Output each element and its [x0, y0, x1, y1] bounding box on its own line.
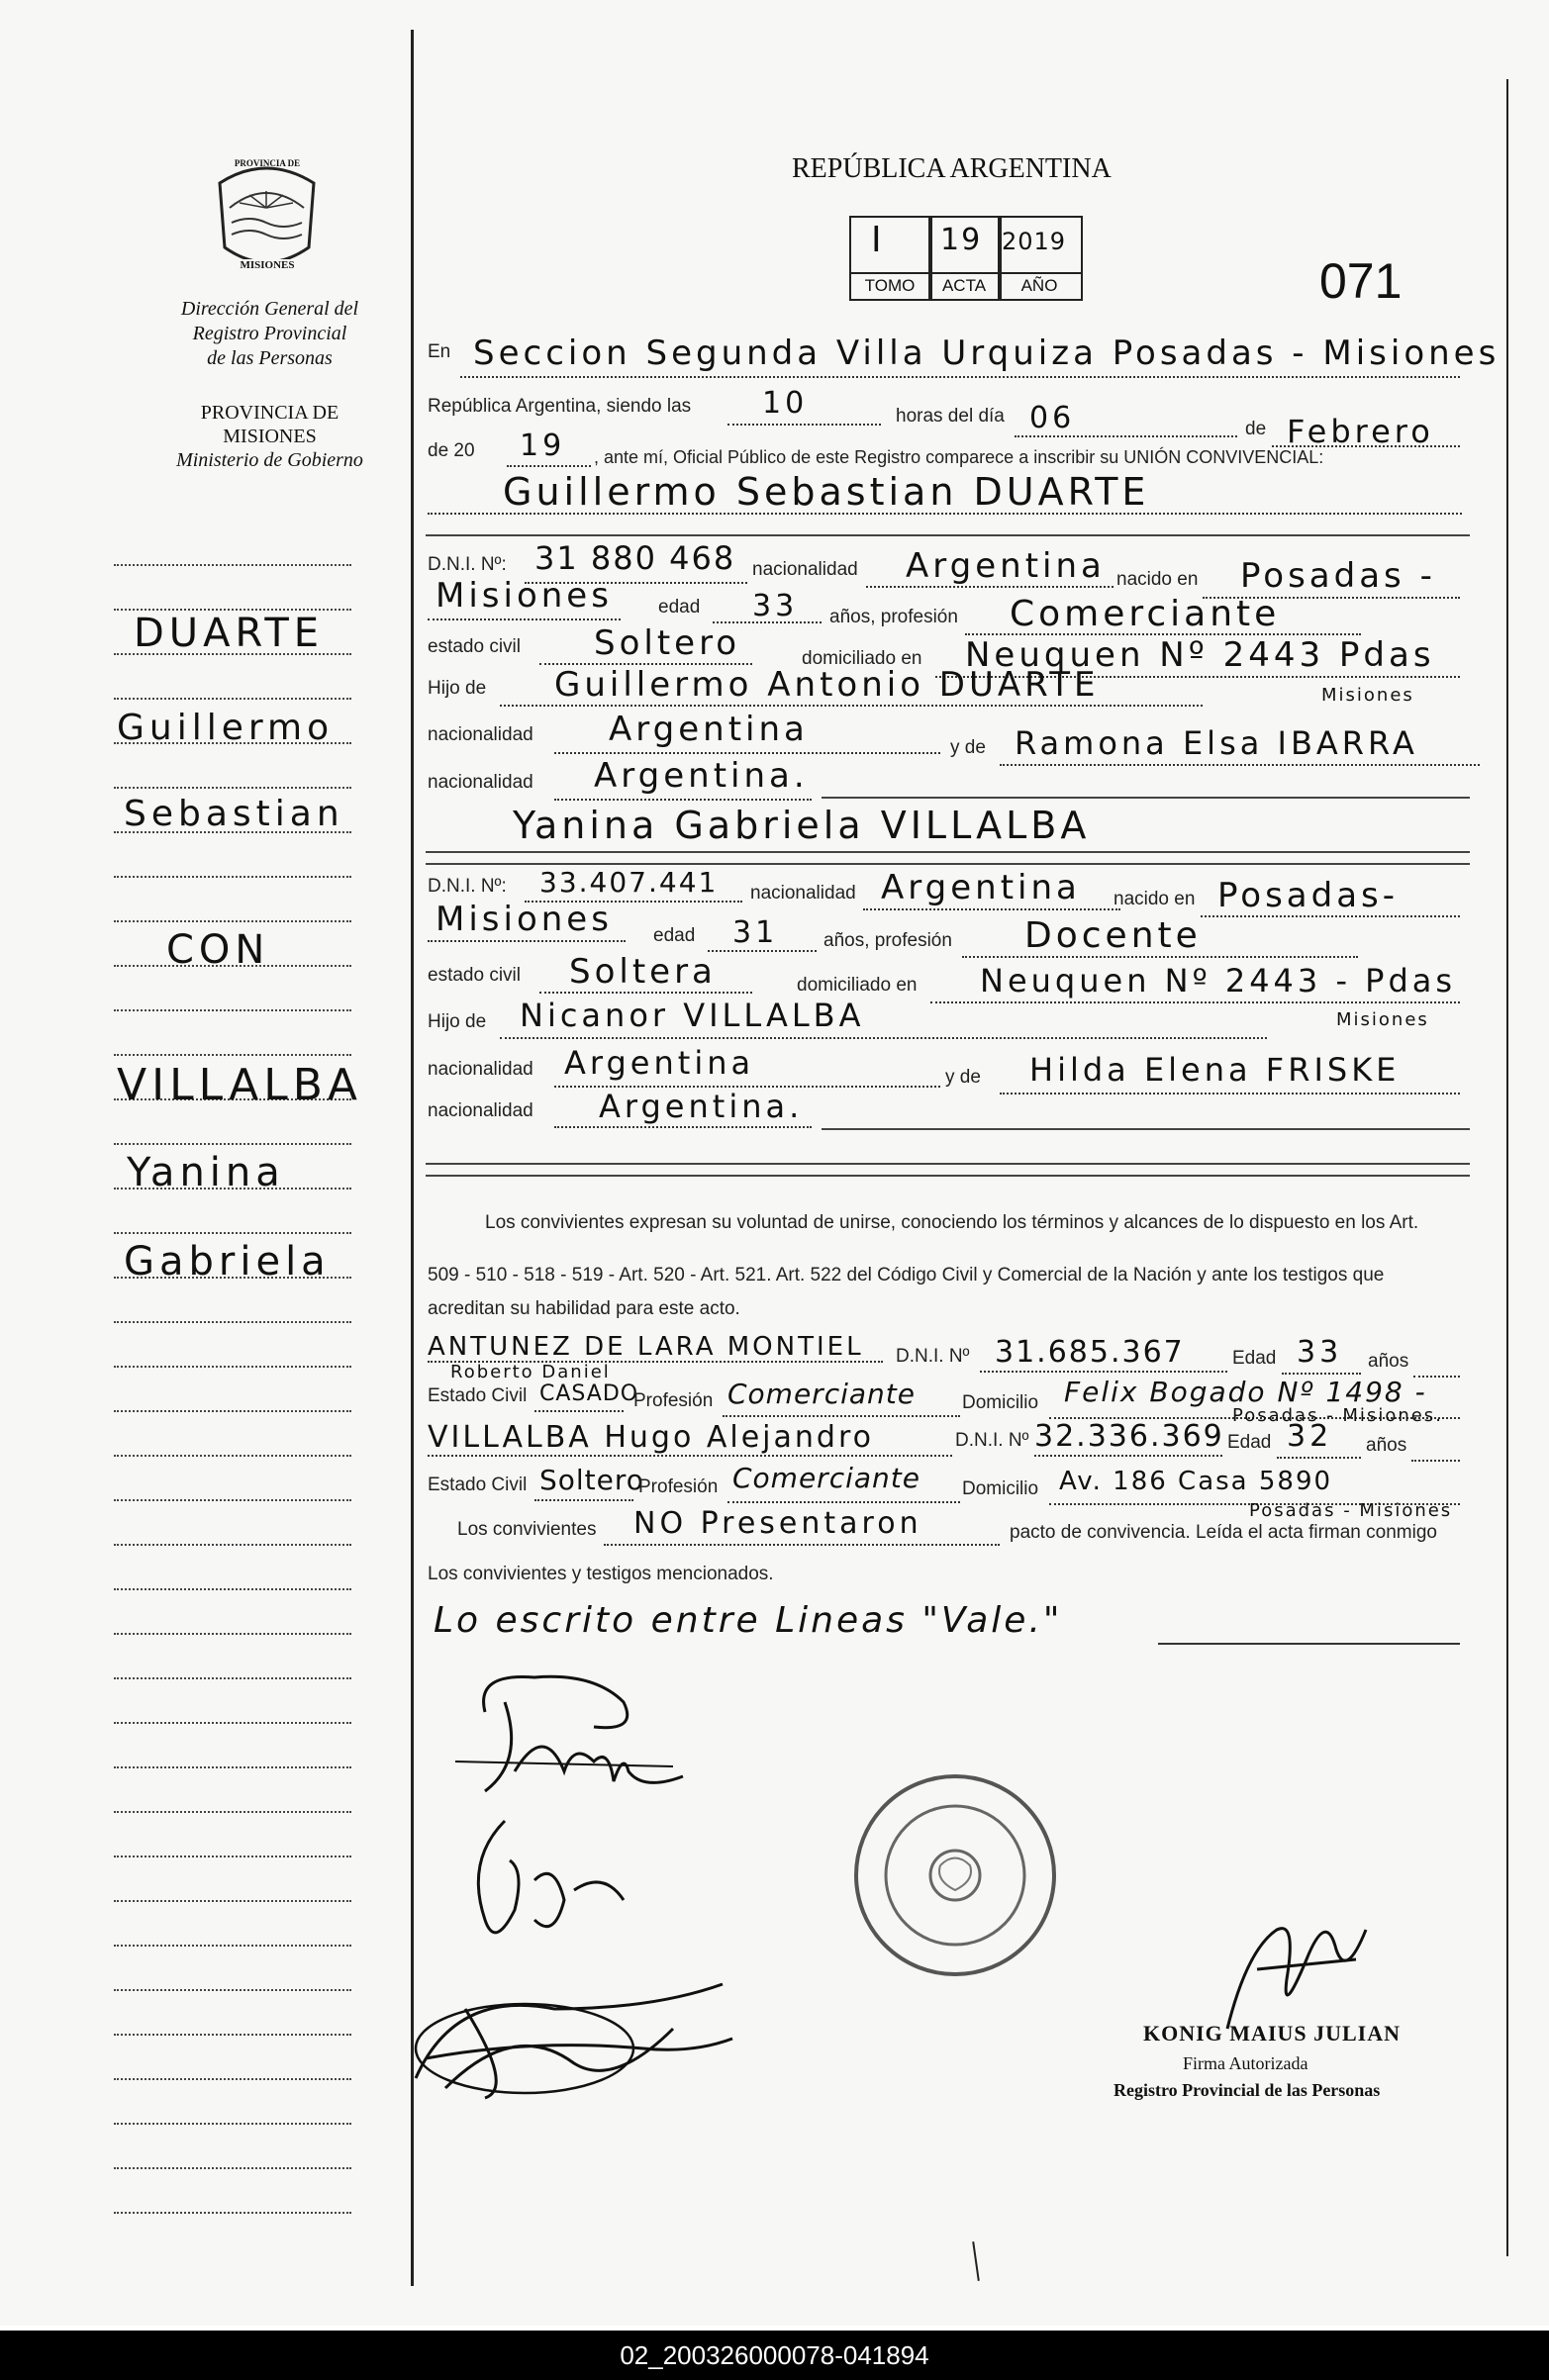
- ante-label: , ante mí, Oficial Público de este Registro comparece a inscribir su UNIÓN CONVIVENCIAL:: [594, 447, 1324, 467]
- en-label: En: [428, 341, 451, 362]
- witness1-edad-label: Edad: [1232, 1348, 1277, 1369]
- witness1-civil: CASADO: [539, 1381, 639, 1406]
- footer-code: 02_200326000078-041894: [0, 2331, 1549, 2380]
- province-line-1: PROVINCIA DE: [200, 402, 339, 424]
- person2-nacido-label: nacido en: [1113, 889, 1196, 909]
- person2-age: 31: [732, 915, 779, 950]
- person2-birthplace-2: Misiones: [436, 900, 613, 939]
- witness1-address-2: Posadas - Misiones.: [1232, 1405, 1443, 1426]
- witness2-dni: 32.336.369: [1034, 1419, 1224, 1454]
- witness2-address: Av. 186 Casa 5890: [1059, 1467, 1333, 1496]
- person1-profession: Comerciante: [1010, 594, 1281, 634]
- person2-father-nat-label: nacionalidad: [428, 1059, 533, 1080]
- person1-hijo-label: Hijo de: [428, 678, 487, 699]
- official-stamp-icon: [846, 1766, 1064, 1984]
- ano-value: 2019: [1002, 228, 1067, 255]
- person1-edad-label: edad: [658, 597, 701, 618]
- statement-line-2: 509 - 510 - 518 - 519 - Art. 520 - Art. 521. Art. 522 del Código Civil y Comercial de la Nación y ante los testigos que: [428, 1265, 1385, 1285]
- witness2-civil-label: Estado Civil: [428, 1475, 528, 1495]
- agency-line-1: Dirección General del: [180, 298, 359, 320]
- ministry-line: Ministerio de Gobierno: [176, 449, 363, 471]
- province-block: [139, 401, 401, 472]
- person2-address: Neuquen Nº 2443 - Pdas: [980, 962, 1457, 1000]
- person1-nacido-label: nacido en: [1116, 569, 1199, 590]
- section-value: Seccion Segunda Villa Urquiza Posadas - Misiones: [473, 333, 1501, 373]
- country-title: REPÚBLICA ARGENTINA: [792, 153, 1112, 184]
- statement-line-1: Los convivientes expresan su voluntad de unirse, conociendo los términos y alcances de lo dispuesto en los Art.: [485, 1212, 1419, 1233]
- person2-edad-label: edad: [653, 925, 696, 946]
- closing-conv-label: Los convivientes: [457, 1519, 597, 1540]
- person1-birthplace-2: Misiones: [436, 576, 613, 616]
- person1-civil-label: estado civil: [428, 636, 521, 657]
- month-value: Febrero: [1287, 413, 1434, 450]
- person2-dni: 33.407.441: [539, 866, 719, 899]
- closing-pact: NO Presentaron: [633, 1506, 922, 1541]
- witness2-edad-label: Edad: [1227, 1432, 1272, 1453]
- agency-line-2: Registro Provincial: [192, 323, 347, 344]
- person2-birthplace: Posadas-: [1217, 876, 1400, 915]
- official-title: Firma Autorizada: [1183, 2053, 1308, 2073]
- convivient-signature-1-icon: [426, 1653, 742, 1811]
- person1-mother-nat-label: nacionalidad: [428, 772, 533, 793]
- act-number: 071: [1319, 253, 1403, 309]
- person1-name: Guillermo Sebastian DUARTE: [503, 470, 1150, 514]
- seal-bottom-text: MISIONES: [233, 259, 302, 271]
- closing-line-2: Los convivientes y testigos mencionados.: [428, 1564, 774, 1584]
- person1-prof-label: años, profesión: [829, 607, 958, 627]
- person1-father-nat-label: nacionalidad: [428, 724, 533, 745]
- republica-label: República Argentina, siendo las: [428, 396, 692, 417]
- official-name: KONIG MAIUS JULIAN: [1143, 2021, 1402, 2046]
- witness1-dni: 31.685.367: [995, 1335, 1185, 1370]
- person2-address-2: Misiones: [1336, 1009, 1429, 1030]
- witness1-name-2: Roberto Daniel: [450, 1362, 611, 1382]
- person2-dom-label: domiciliado en: [797, 975, 918, 996]
- person2-yde-label: y de: [945, 1067, 981, 1088]
- acta-label: ACTA: [941, 276, 987, 295]
- statement-line-3: acreditan su habilidad para este acto.: [428, 1298, 740, 1319]
- agency-block: [139, 297, 401, 371]
- person2-profession: Docente: [1024, 915, 1202, 956]
- person2-prof-label: años, profesión: [823, 930, 952, 951]
- person1-address-2: Misiones: [1321, 685, 1414, 706]
- margin-con: CON: [166, 927, 270, 973]
- person1-mother-nationality: Argentina.: [594, 756, 809, 796]
- person2-nac-label: nacionalidad: [750, 883, 856, 904]
- tomo-label: TOMO: [864, 276, 916, 295]
- de-label: de: [1245, 419, 1267, 439]
- witness1-profession: Comerciante: [727, 1378, 916, 1410]
- margin-middlename-1: Sebastian: [124, 794, 344, 834]
- witness2-civil: Soltero: [539, 1464, 644, 1496]
- person1-dni: 31 880 468: [534, 539, 736, 577]
- witness1-dni-label: D.N.I. Nº: [896, 1346, 970, 1367]
- person1-father: Guillermo Antonio DUARTE: [554, 665, 1100, 705]
- right-border-line: [1506, 79, 1508, 2256]
- person2-mother: Hilda Elena FRISKE: [1029, 1051, 1401, 1089]
- witness1-age: 33: [1297, 1335, 1343, 1370]
- witness2-name: VILLALBA Hugo Alejandro: [428, 1420, 874, 1455]
- witness1-civil-label: Estado Civil: [428, 1385, 528, 1406]
- person2-father: Nicanor VILLALBA: [520, 997, 865, 1034]
- person1-address: Neuquen Nº 2443 Pdas: [965, 635, 1435, 675]
- person2-nationality: Argentina: [881, 868, 1081, 907]
- hours-value: 10: [762, 386, 809, 421]
- horas-label: horas del día: [896, 406, 1005, 427]
- person1-birthplace: Posadas -: [1240, 556, 1436, 596]
- person2-name: Yanina Gabriela VILLALBA: [513, 804, 1091, 847]
- witness-signature-icon: [396, 1969, 752, 2108]
- seal-top-text: PROVINCIA DE: [234, 158, 301, 168]
- witness1-name: ANTUNEZ DE LARA MONTIEL: [428, 1332, 864, 1362]
- person1-nac-label: nacionalidad: [752, 559, 858, 580]
- margin-surname-1: DUARTE: [134, 611, 325, 656]
- witness1-address: Felix Bogado Nº 1498 -: [1064, 1376, 1427, 1408]
- person1-yde-label: y de: [950, 737, 986, 758]
- person1-dom-label: domiciliado en: [802, 648, 922, 669]
- margin-firstname-2: Yanina: [127, 1150, 285, 1195]
- person1-father-nationality: Argentina: [609, 710, 809, 749]
- de20-label: de 20: [428, 440, 475, 461]
- person2-father-nationality: Argentina: [564, 1044, 755, 1082]
- year-value: 19: [520, 428, 566, 463]
- person2-civil-label: estado civil: [428, 965, 521, 986]
- witness1-prof-label: Profesión: [633, 1390, 714, 1411]
- witness2-prof-label: Profesión: [638, 1476, 719, 1497]
- witness1-anos-label: años: [1368, 1351, 1409, 1372]
- tomo-value: I: [871, 220, 886, 260]
- agency-line-3: de las Personas: [207, 347, 333, 369]
- witness2-profession: Comerciante: [732, 1462, 920, 1494]
- margin-surname-2: VILLALBA: [117, 1060, 363, 1110]
- person2-hijo-label: Hijo de: [428, 1011, 487, 1032]
- acta-value: 19: [940, 223, 983, 257]
- person1-age: 33: [752, 589, 799, 623]
- person2-mother-nationality: Argentina.: [599, 1088, 804, 1125]
- person2-civil: Soltera: [569, 952, 717, 992]
- witness1-dom-label: Domicilio: [962, 1392, 1039, 1413]
- person2-mother-nat-label: nacionalidad: [428, 1100, 533, 1121]
- person2-dni-label: D.N.I. Nº:: [428, 876, 507, 897]
- day-value: 06: [1029, 401, 1076, 435]
- witness2-age: 32: [1287, 1419, 1333, 1454]
- witness2-anos-label: años: [1366, 1435, 1407, 1456]
- ink-mark: [972, 2241, 980, 2281]
- person1-dni-label: D.N.I. Nº:: [428, 554, 507, 575]
- ano-label: AÑO: [1020, 276, 1058, 295]
- convivient-signature-2-icon: [436, 1801, 653, 1959]
- margin-divider-line: [411, 30, 414, 2286]
- witness2-dni-label: D.N.I. Nº: [955, 1430, 1029, 1451]
- witness2-dom-label: Domicilio: [962, 1478, 1039, 1499]
- person1-mother: Ramona Elsa IBARRA: [1015, 724, 1418, 762]
- closing-vale: Lo escrito entre Lineas "Vale.": [434, 1600, 1063, 1641]
- margin-middlename-2: Gabriela: [124, 1239, 331, 1285]
- person1-nationality: Argentina: [906, 546, 1106, 586]
- province-line-2: MISIONES: [223, 426, 317, 447]
- witness2-address-2: Posadas - Misiones: [1249, 1500, 1453, 1521]
- closing-pact-label: pacto de convivencia. Leída el acta firman conmigo: [1010, 1522, 1437, 1543]
- official-registry: Registro Provincial de las Personas: [1113, 2080, 1381, 2100]
- person1-civil: Soltero: [594, 623, 741, 663]
- margin-firstname-1: Guillermo: [117, 708, 335, 748]
